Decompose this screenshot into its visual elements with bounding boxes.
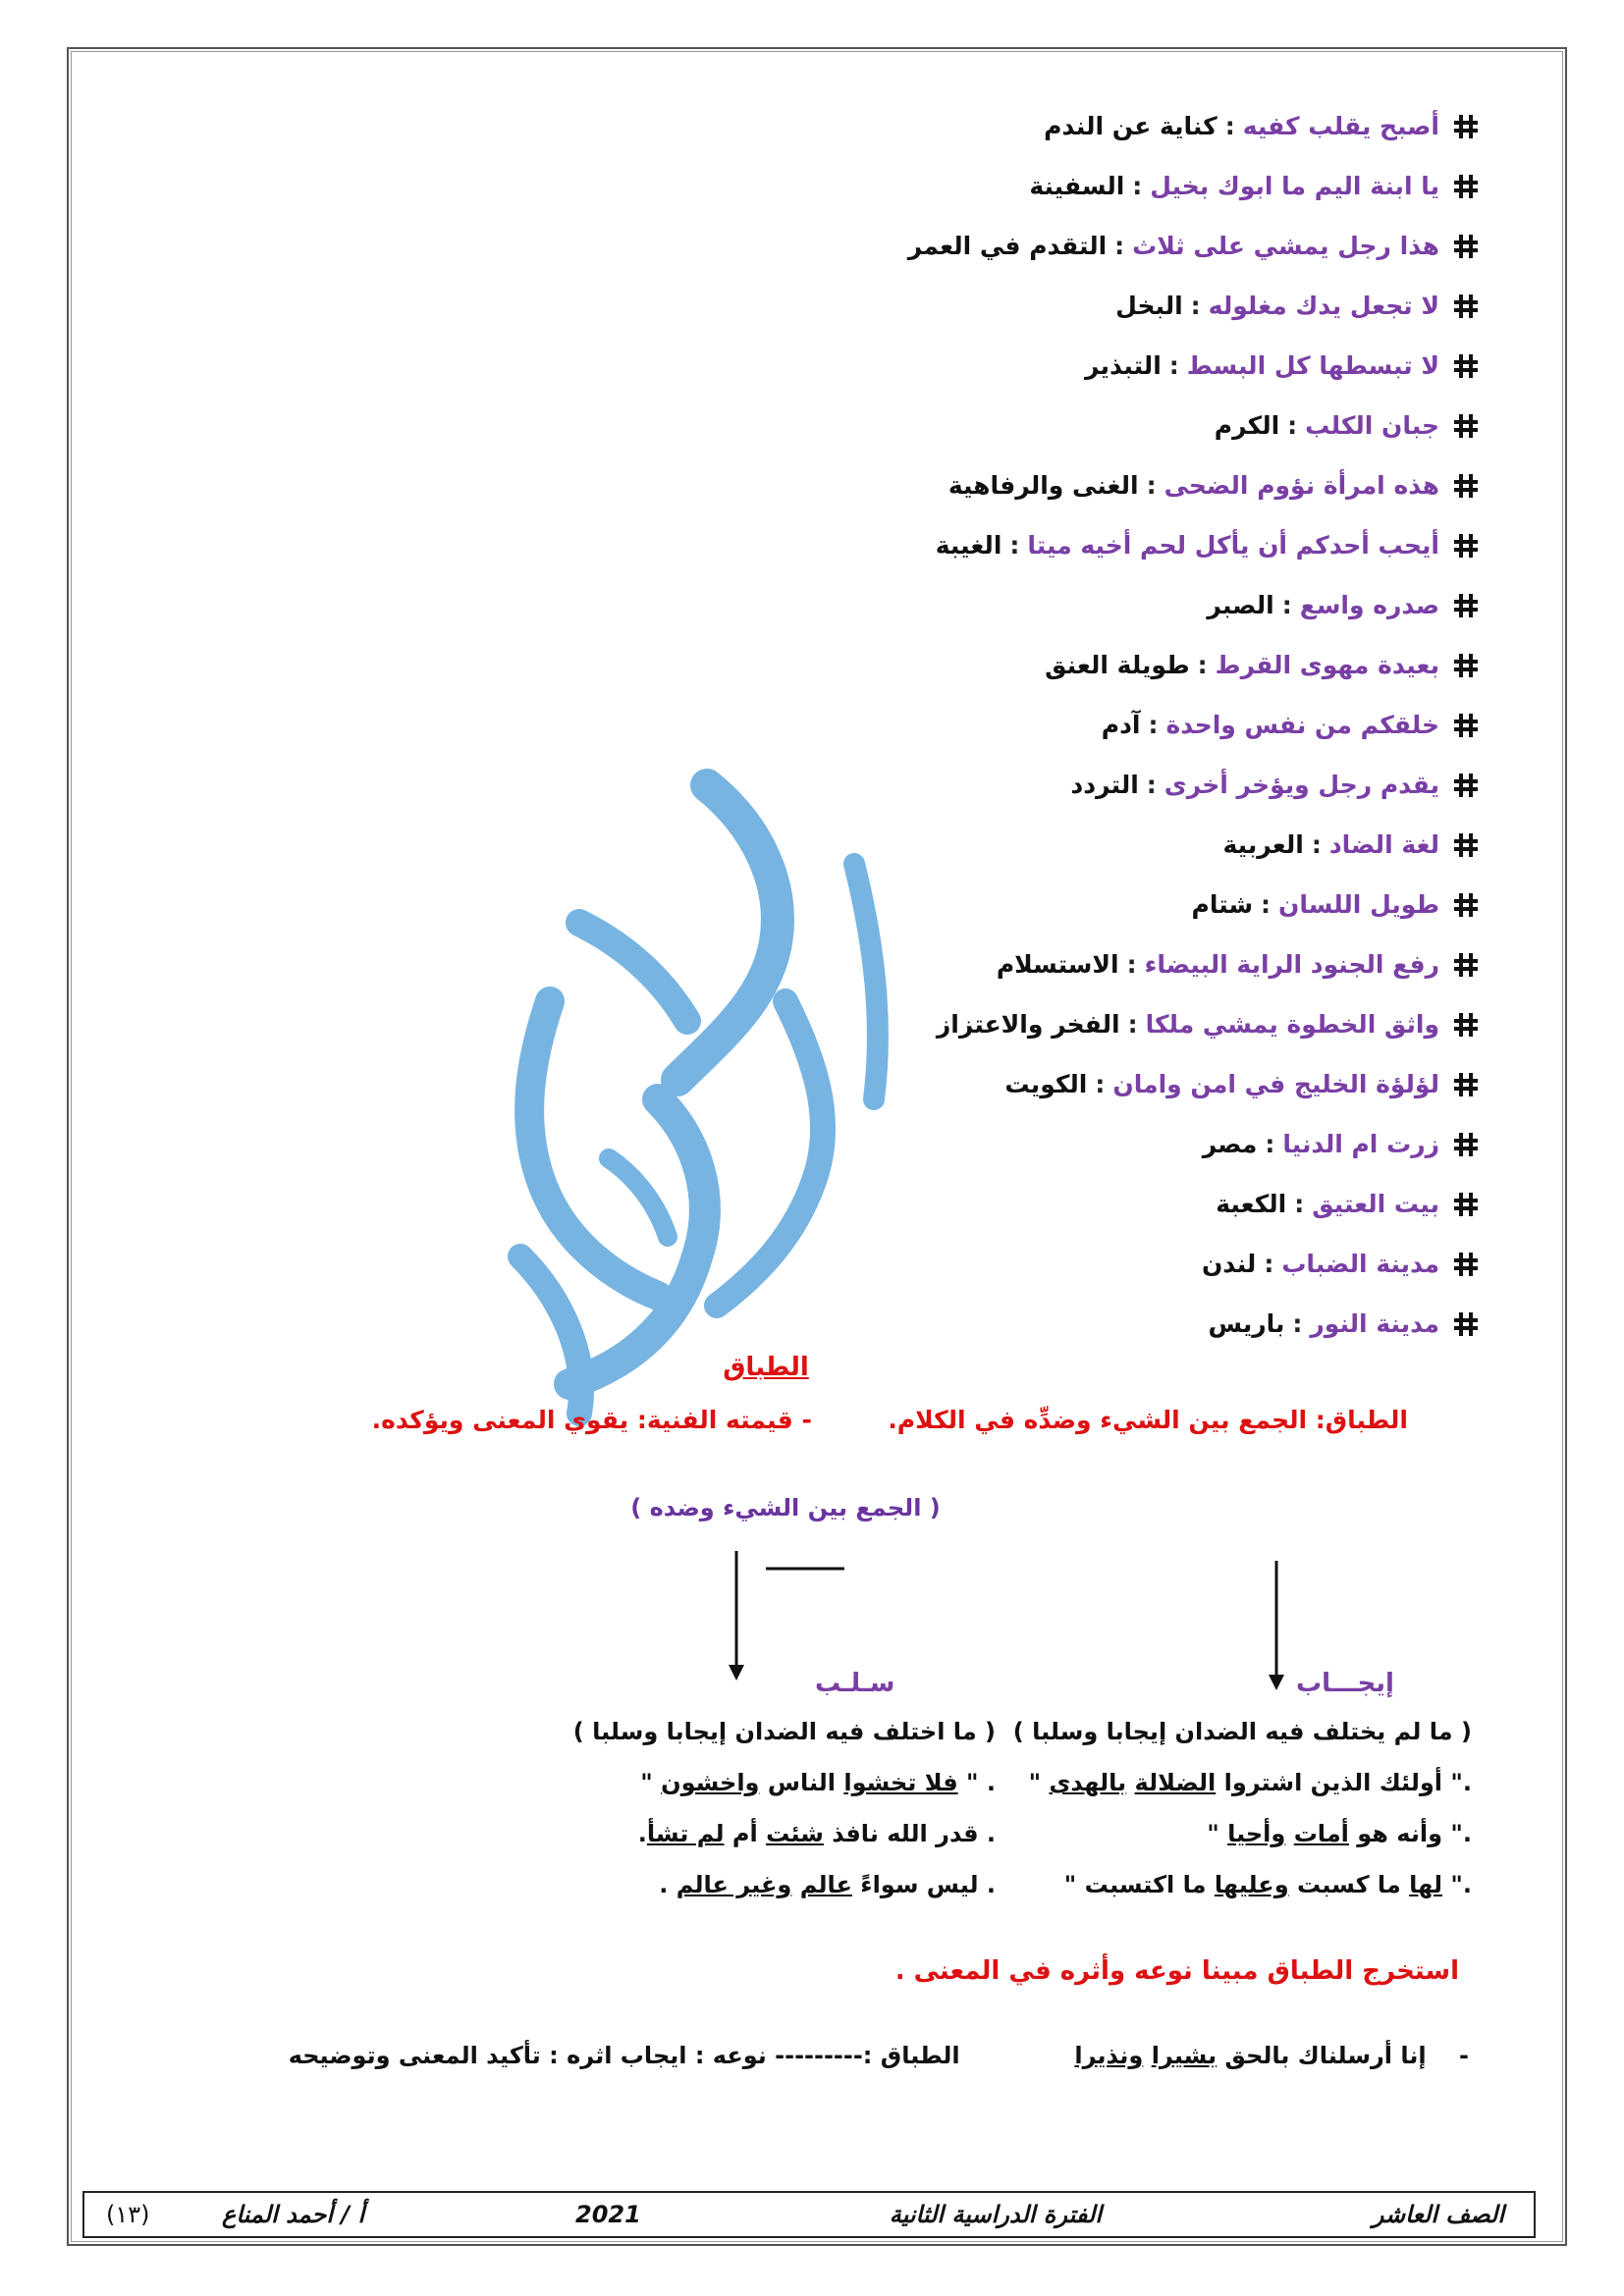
kinaya-phrase: صدره واسع xyxy=(1299,591,1439,619)
list-item xyxy=(300,336,1479,396)
hash-bullet-icon xyxy=(1453,533,1479,559)
kinaya-phrase: بعيدة مهوى القرط xyxy=(1215,651,1439,679)
separator: : xyxy=(1294,1190,1305,1218)
hash-bullet-icon xyxy=(1453,234,1479,259)
hash-bullet-icon xyxy=(1453,1012,1479,1038)
list-item xyxy=(300,455,1479,515)
separator: : xyxy=(1009,531,1020,560)
salb-example-2: . قدر الله نافذ شئت أم لم تشأ. xyxy=(637,1820,996,1847)
kinaya-phrase: يا ابنة اليم ما ابوك بخيل xyxy=(1150,172,1439,200)
list-item xyxy=(300,216,1479,276)
diagram-root-label: ( الجمع بين الشيء وضده ) xyxy=(630,1494,941,1522)
separator: : xyxy=(1311,830,1322,859)
ijab-column xyxy=(1013,1706,1472,1910)
footer-page-number: (١٣) xyxy=(106,2201,150,2228)
kinaya-meaning: الاستسلام xyxy=(996,950,1119,979)
list-item xyxy=(300,1054,1479,1114)
footer-year: 2021 xyxy=(575,2201,641,2228)
kinaya-meaning: الكعبة xyxy=(1216,1190,1287,1218)
footer-grade: الصف العاشر xyxy=(1372,2201,1504,2228)
list-item xyxy=(300,396,1479,455)
list-item xyxy=(300,934,1479,994)
ijab-example-2: ." وأنه هو أمات وأحيا " xyxy=(1207,1820,1472,1847)
separator: : xyxy=(1197,651,1208,679)
hash-bullet-icon xyxy=(1453,892,1479,918)
list-item xyxy=(300,875,1479,934)
kinaya-meaning: الغيبة xyxy=(935,531,1002,560)
kinaya-meaning: البخل xyxy=(1115,292,1183,320)
footer-term: الفترة الدراسية الثانية xyxy=(889,2201,1102,2228)
hash-bullet-icon xyxy=(1453,1252,1479,1277)
list-item xyxy=(300,156,1479,216)
hash-bullet-icon xyxy=(1453,174,1479,199)
separator: : xyxy=(1265,1130,1275,1158)
ijab-desc: ( ما لم يختلف فيه الضدان إيجابا وسلبا ) xyxy=(1012,1718,1472,1745)
salb-desc: ( ما اختلف فيه الضدان إيجابا وسلبا ) xyxy=(572,1718,996,1745)
list-item xyxy=(300,755,1479,815)
kinaya-phrase: خلقكم من نفس واحدة xyxy=(1165,711,1439,739)
value-text: قيمته الفنية: يقوي المعنى ويؤكده. xyxy=(371,1406,793,1434)
kinaya-phrase: هذا رجل يمشي على ثلاث xyxy=(1132,232,1439,260)
kinaya-meaning: التقدم في العمر xyxy=(907,232,1108,260)
separator: : xyxy=(1224,112,1235,140)
hash-bullet-icon xyxy=(1453,653,1479,678)
hash-bullet-icon xyxy=(1453,952,1479,978)
kinaya-phrase: لا تجعل يدك مغلوله xyxy=(1208,292,1439,320)
value-dash: - xyxy=(801,1406,812,1434)
kinaya-phrase: أيحب أحدكم أن يأكل لحم أخيه ميتا xyxy=(1027,531,1439,560)
kinaya-meaning: شتام xyxy=(1191,890,1254,919)
definition-text: الطباق: الجمع بين الشيء وضدِّه في الكلام. xyxy=(888,1406,1408,1434)
separator: : xyxy=(1132,172,1143,200)
hash-bullet-icon xyxy=(1453,1072,1479,1097)
separator: : xyxy=(1287,411,1298,440)
list-item xyxy=(300,1174,1479,1234)
kinaya-meaning: كناية عن الندم xyxy=(1044,112,1218,140)
list-item xyxy=(300,515,1479,575)
kinaya-phrase: رفع الجنود الراية البيضاء xyxy=(1144,950,1439,979)
separator: : xyxy=(1148,711,1159,739)
ijab-example-3: ." لها ما كسبت وعليها ما اكتسبت " xyxy=(1063,1871,1472,1898)
list-item xyxy=(300,1234,1479,1294)
list-item xyxy=(300,276,1479,336)
list-item xyxy=(300,1114,1479,1174)
kinaya-phrase: هذه امرأة نؤوم الضحى xyxy=(1164,471,1439,500)
hash-bullet-icon xyxy=(1453,1192,1479,1217)
example-answer: الطباق :--------- نوعه : ايجاب اثره : تأكيد المعنى وتوضيحه xyxy=(288,2042,960,2069)
salb-label: سـلـب xyxy=(815,1669,895,1698)
footer-teacher: أ / أحمد المناع xyxy=(222,2201,365,2228)
list-item xyxy=(300,1294,1479,1354)
kinaya-phrase: واثق الخطوة يمشي ملكا xyxy=(1145,1010,1439,1039)
separator: : xyxy=(1264,1250,1274,1278)
kinaya-meaning: لندن xyxy=(1201,1250,1257,1278)
hash-bullet-icon xyxy=(1453,1132,1479,1157)
separator: : xyxy=(1146,771,1157,799)
separator: : xyxy=(1126,950,1137,979)
hash-bullet-icon xyxy=(1453,413,1479,439)
list-item xyxy=(300,994,1479,1054)
kinaya-phrase: لؤلؤة الخليج في امن وامان xyxy=(1112,1070,1439,1098)
list-item xyxy=(300,575,1479,635)
kinaya-phrase: جبان الكلب xyxy=(1305,411,1439,440)
hash-bullet-icon xyxy=(1453,353,1479,379)
kinaya-meaning: طويلة العنق xyxy=(1045,651,1190,679)
separator: : xyxy=(1114,232,1125,260)
kinaya-phrase: بيت العتيق xyxy=(1312,1190,1439,1218)
kinaya-meaning: السفينة xyxy=(1029,172,1125,200)
exercise-instruction: استخرج الطباق مبينا نوعه وأثره في المعنى . xyxy=(894,1956,1459,1986)
kinaya-phrase: أصبح يقلب كفيه xyxy=(1242,112,1439,140)
exercise-example: - إنا أرسلناك بالحق بشيرا ونذيرا الطباق :--------- نوعه : ايجاب اثره : تأكيد المعنى وتوضيحه xyxy=(288,2042,1469,2069)
separator: : xyxy=(1261,890,1272,919)
separator: : xyxy=(1281,591,1292,619)
hash-bullet-icon xyxy=(1453,114,1479,139)
list-item xyxy=(300,96,1479,156)
separator: : xyxy=(1127,1010,1138,1039)
definition-line xyxy=(132,1406,1408,1434)
separator: : xyxy=(1168,351,1179,380)
hash-bullet-icon xyxy=(1453,832,1479,858)
list-item xyxy=(300,635,1479,695)
kinaya-phrase: لا تبسطها كل البسط xyxy=(1186,351,1439,380)
salb-column xyxy=(573,1706,996,1910)
kinaya-meaning: الغنى والرفاهية xyxy=(947,471,1139,500)
kinaya-phrase: لغة الضاد xyxy=(1328,830,1439,859)
separator: : xyxy=(1190,292,1201,320)
kinaya-meaning: الصبر xyxy=(1207,591,1274,619)
ijab-label: إيجـــاب xyxy=(1296,1669,1394,1698)
kinaya-phrase: مدينة النور xyxy=(1310,1309,1439,1338)
hash-bullet-icon xyxy=(1453,593,1479,618)
page-footer xyxy=(82,2191,1536,2238)
kinaya-meaning: آدم xyxy=(1101,711,1141,739)
kinaya-meaning: الكويت xyxy=(1004,1070,1088,1098)
hash-bullet-icon xyxy=(1453,713,1479,738)
kinaya-meaning: العربية xyxy=(1222,830,1304,859)
kinaya-phrase: زرت ام الدنيا xyxy=(1282,1130,1439,1158)
kinaya-meaning: الكرم xyxy=(1214,411,1280,440)
hash-bullet-icon xyxy=(1453,1311,1479,1337)
kinaya-phrase: طويل اللسان xyxy=(1278,890,1439,919)
salb-example-3: . ليس سواءً عالم وغير عالم . xyxy=(659,1871,996,1898)
separator: : xyxy=(1095,1070,1106,1098)
kinaya-phrase: مدينة الضباب xyxy=(1281,1250,1439,1278)
section-title: الطباق xyxy=(723,1353,809,1382)
list-item xyxy=(300,815,1479,875)
hash-bullet-icon xyxy=(1453,294,1479,319)
kinaya-meaning: التبذير xyxy=(1085,351,1162,380)
hash-bullet-icon xyxy=(1453,473,1479,499)
separator: : xyxy=(1146,471,1157,500)
kinaya-meaning: التردد xyxy=(1070,771,1139,799)
salb-example-1: . " فلا تخشوا الناس واخشون " xyxy=(640,1769,996,1796)
kinaya-meaning: باريس xyxy=(1208,1309,1285,1338)
ijab-example-1: ." أولئك الذين اشتروا الضلالة بالهدى " xyxy=(1028,1769,1472,1796)
ijab-arrow-head xyxy=(1269,1675,1284,1690)
kinaya-meaning: الفخر والاعتزاز xyxy=(936,1010,1120,1039)
kinaya-list xyxy=(300,96,1479,1354)
kinaya-phrase: يقدم رجل ويؤخر أخرى xyxy=(1164,771,1439,799)
list-item xyxy=(300,695,1479,755)
tibaq-diagram xyxy=(687,1551,1375,1698)
kinaya-meaning: مصر xyxy=(1202,1130,1258,1158)
hash-bullet-icon xyxy=(1453,773,1479,798)
salb-arrow-head xyxy=(729,1665,744,1681)
separator: : xyxy=(1292,1309,1303,1338)
